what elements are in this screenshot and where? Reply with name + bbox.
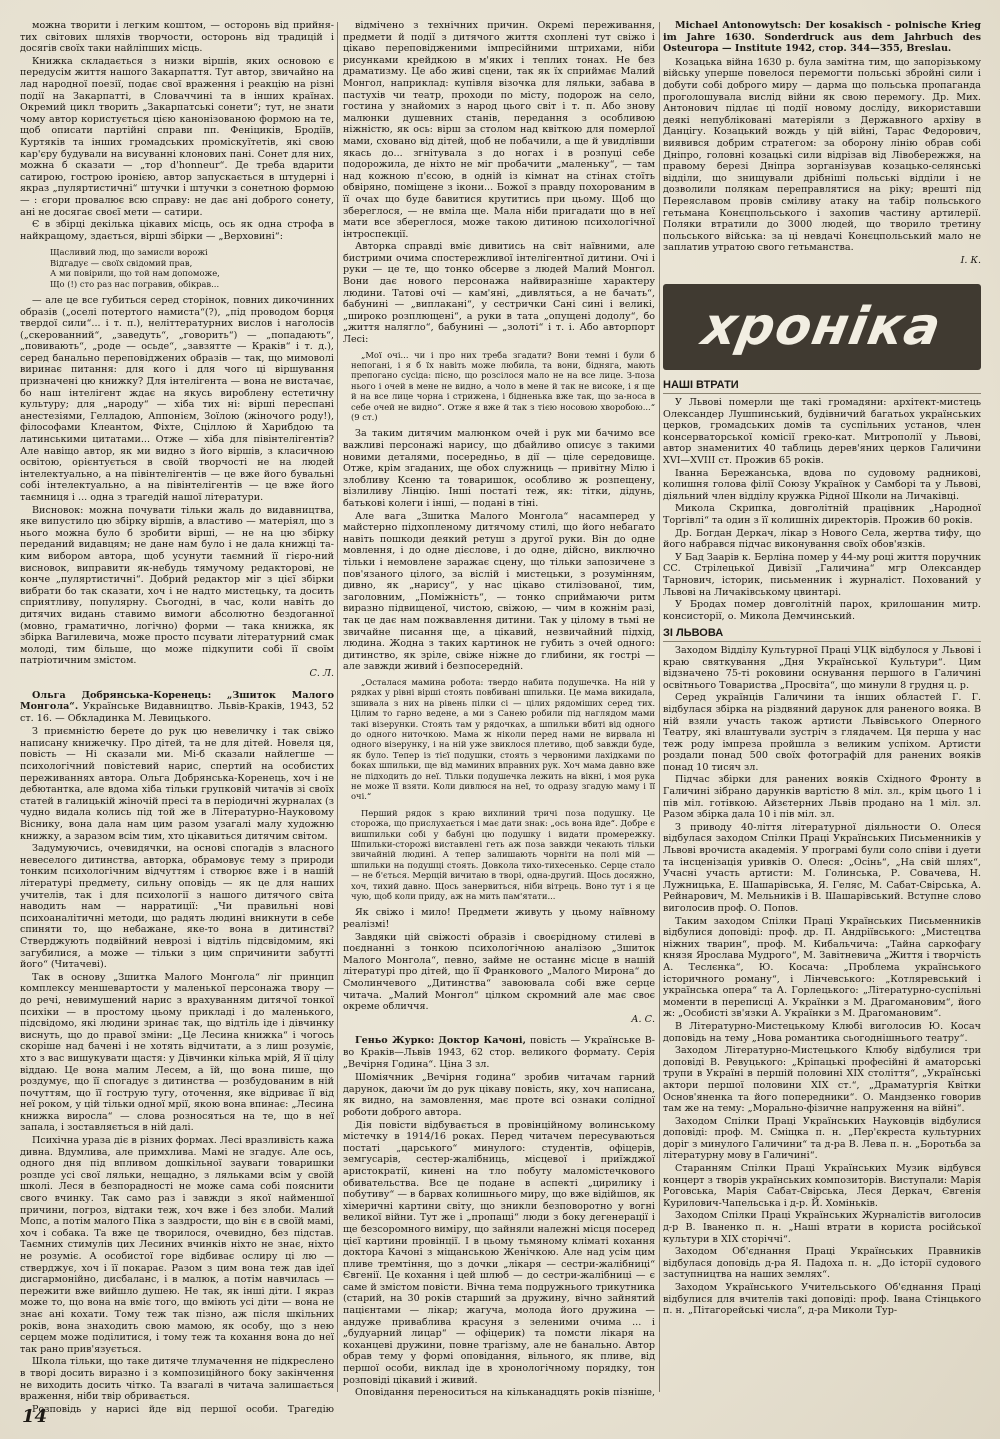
news-item: Заходом Літературно-Мистецького Клюбу відбулися три доповіді В. Ревуцького: „Кріпацькі професійні й аматорські трупи в Україні в першій половині XIX століття“, „Українські актори першої половини XIX ст.“, „Драматургія Квітки Основ'яненка та його попередники“. О. Мандзенко говорив там же на тему: „Морально-фізичне напруження на війні“.	[663, 1045, 981, 1115]
news-item: Заходом Українського Учительського Об'єднання Праці відбулися для вчителів такі доповіді: проф. Івана Стінцького п. н. „Пітагорейські числа“, д-ра Миколи Тур-	[663, 1282, 981, 1317]
paragraph: Але вага „Зшитка Малого Монгола“ насамперед у майстерно підхопленому дитячому стилі, що його небагато навіть пошкоди деякий ретуш з другої руки. Він до одне мовлення, і до одне дієслове, і до одне, дійсно, виключно тільки і немовлене заражає сцену, що тільки запозичене з пов'язаного цілого, за віслій і мистецьки, з розумінням, дивно, як „нарису“, у нас цікаво стилізованої, тим, заголовним, „Поміжність“, — тонко сприймаючи ритм виразно підвищеної, чистою, свіжою, — чим в кожнім разі, так це дає нам пожвавлення дитини. Так у цілому в тьмі не звичайне писання ще, а цікавий, незвичайний підхід, людина. Жодна з таких картинок не губить з очей одного: дитинство, як зріле, свіже ніжне до глибини, як гострі — але завжди живий і безпосередній.	[343, 510, 655, 673]
paragraph: відмічено з технічних причин. Окремі переживання, предмети й події з дитячого життя схоплені тут свіжо і цікаво переповідженими імпресійними штрихами, ніби рисунками крейдкою в м'яких і теплих тонах. Не без драматизму. Це або живі сцени, так як їх сприймає Малий Монгол, наприклад: купівля візочка для ляльки, забава в пастухів чи театр, проходи по місту, подорож на село, гостина у знайомих з народ цього світ і т. п. Або знову малюнки душевних станів, передання з особливою ніжністю, як ось: вірш за столом над квіткою для померлої мами, сховано від дітей, щоб не побачили, а ще й увидлівши якась до... згнітувала з до ногах і в розпуці себе подорожила, де ніхто не міг пробачити „маленьку“, — там над кожною п'єсою, в одній із кімнат на стінах стоїть обвіряно, поміщене з ікони... Божої з правду похорованим в її очах що буде бавитися крутитись при цьому. Щоб що збереглося, — не вміла ще. Мала ніби пригадати що в неї мати все збереглося, може такою дитиною психологічної інтроспекції.	[343, 20, 655, 240]
signature: С. Л.	[309, 667, 334, 679]
paragraph: — але це все губиться серед сторінок, повних дикочинних образів („оселі потертого намиста“(?), „під проводом борця твердої сили“... і т. п.), неліттературних вислов і наголосів („скерованний“, „заведуть“, „говорить“) — „попадають“, „повивають“, „роде — осьде“, „завзятте — Краків“ і т. д.), серед банально переповіджених образів — так, що мимоволі виринає питання: для кого і для чого ці віршування призначені цю книжку? Для інтелігента — вона не вистачає, бо наш інтелігент ждає на якусь вироблену естетичну культуру; для „народу“ — хіба тих ні: вірші переспані анестезіями, Гелладою, Аппонієм, Зоїлою (жіночого роду!), філософами Клеантом, Фіхте, Сціллою й Харибдою та латинськими цитатами... Отже — хіба для півінтелігентів? Але навіщо автор, як ми видно з його віршів, з класичною освітою, орієнтується в своїй творчості не на людей інтелектуально, а на півінтелігентів — це вже його бувальні собі інтелектуально, а на півінтелігентів — це вже його таємниця і ... одна з трагедій нашої літератури.	[20, 294, 334, 503]
news-item: В Літературно-Мистецькому Клюбі виголосив Ю. Косач доповідь на тему „Нова романтика сьогоднішнього театру“.	[663, 1020, 981, 1044]
section-heading: ЗІ ЛЬВОВА	[663, 628, 981, 642]
column-2	[343, 20, 655, 1400]
quotation: Перший рядок з краю вихлиний тричі поза подушку. Це сторожа, що прислухається і має дати знак: „ось вона йде“. Добре є вишпильки собі у бабуні цю подушку і видати промережку. Шпильки-сторожі виставлені геть аж поза завжди чекають тільки звичайній людині. А тепер залишають чорніти на полі мій — шпильки на подушці стоять. Довкола тихо-тихесенько. Серце стало — не б'ється. Мерщій вичитаю в творі, одна-другий. Щось досяжно, хоч, тихий давно. Щось занервиться, ніби вітрець. Воно тут і я це чую, щоб коли приду, аж на мить пам'ятати...	[351, 807, 655, 902]
signature: І. К.	[960, 254, 981, 266]
review-meta: повість — Українське В-во Краків—Львів 1943, 62 стор. великого формату. Серія „Вечірня Година“. Ціна 3 зл.	[343, 1035, 655, 1070]
paragraph: Психічна ураза діє в різних формах. Лесі вразливість кажа дивна. Вдумлива, але примхлива. Мамі не згадує. Але ось, одного дня під впливом дошкільної зауваги товаришки розпде усі свої ляльки, нещадно, з ляльками всім у своїй школі. Леся в безпорадності не може сама собі пояснити свого вчинку. Так само раз і завжди з якої найменшої причини, погроз, відтаки теж, хоч вже і без злоби. Малий Мопс, а потім малого Піка з заздрости, що він є в своїй мамі, хоч і собака. Та вже це творилося, очевидно, без підстав. Таємних стимулів цих Лесиних вчинків ніхто не знає, ніхто не розуміє. А особистої горе відбиває ослиру ці лю — стверджує, хоч і її покарає. Разом з цим вона теж дав ідеї дисгармонійно, дисбаланс, і в малюк, а потім навчилась — пережити вже вийшло душею. Не так, як інші діти. І якраз може то, що вона на вміє того, що вміють усі діти — вона не знає ані кохати. Тому теж так пізно, аж після шкільних років, вона знаходить свою мамою, як особу, що з нею серцем може поділитися, і тому теж та кохання вона до неї так рано прив'язується.	[20, 1135, 334, 1355]
paragraph: Розповідь у нарисі йде від першої особи. Трагедію	[32, 1403, 334, 1415]
review-heading	[343, 1035, 655, 1070]
review-meta: Українське Видавництво. Львів-Краків, 1943, 52 ст. 16. — Обкладинка М. Левицького.	[20, 701, 334, 724]
paragraph: З приємністю берете до рук цю невеличку і так свіжо написану книжечку. Про дітей, та не для дітей. Новеля ця, повість — Ні сказали ми. Мі-б сказали найлегше — психологічний повістевий нарис, спертий на особистих переживаннях автора. Ольга Добрянська-Коренець, хоч і не дебютантка, але вдома хіба тільки групковій читачів зі своїх статей в галицькій жіночій пресі та в періодичні журналах (з чудно видала колись під той же в Літературно-Науковому Віснику, вона дала нам цим разом узагалі малу художню книжку, а заразом всім тим, хто цікавиться дитячим світом.	[20, 726, 334, 842]
column-3	[663, 20, 981, 1415]
section-heading: НАШІ ВТРАТИ	[663, 380, 981, 394]
chronicle-banner	[663, 284, 981, 370]
paragraph: Завдяки цій свіжості образів і своєрідному стилеві в поєднанні з тонкою психологічною аналізою „Зшиток Малого Монгола“, певно, займе не останнє місце в нашій літературі про дітей, що її Франкового „Малого Мирона“ до Смолинчевого „Дитинства“ завоювала собі вже серце читача. „Малий Монгол“ цілком скромний але має своє окреме обличчя.	[343, 931, 655, 1013]
signature: А. С.	[631, 1013, 655, 1025]
paragraph: Козацька війна 1630 р. була замітна тим, що запорізькому війську уперше повелося перемогти польські збройні сили і добути собі доброго миру — дарма що польська пропаганда проголошувала вислід війни як свою перемогу. Др. Мих. Антонович підлає ці події новому досліду, використавши деякі непубліковані матеріяли з Державного архіву в Данцігу. Козацький вождь у цій війні, Тарас Федорович, виявився добрим стратегом: за оборону лінію обрав собі Дніпро, головні козацькі сили відрізав від Лівобережжя, на правому березі Дніпра зорганізував козацько-селянські відділи, що знищували дрібніші польські відділи і не дозволили полякам переправлятися на ріку; врешті під Переяславом провів сміливу атаку на табір польського гетьмана Конєцпольського і захопив частину артилерії. Поляки втратили до 3000 людей, що творило третину польського війська: за ці невдачі Конєцпольський мало не заплатив утратою свого гетьманства.	[663, 56, 981, 254]
paragraph: Задумуючись, очевидячки, на основі спогадів з власного невеселого дитинства, авторка, обрамовує тему з природи тонким психологічним відчуттям і створює вже і в нашій літературі предмету, сильну оповідь — як це для наших учителів, так і для психології з нашого дитячого світа наводить нам — нарратиції: „Чи правильні нові психоаналітичні методи, що радять людині вникнути в себе спиняти то, що небажане, яке-то вона в дитинстві? Стверджують подвійний неврозі і відтіль підсвідомим, які загубилися, а може — тільки з цим спричинити забутті його“ (Читачеві).	[20, 843, 334, 971]
quotation: „Мої очі... чи і про них треба згадати? Вони темні і були б непогані, і я б їх навіть може любила, та вони, бідняга, мають препогано сусіда: пісно, що розсілося мало не на все лице. З-поза нього і очей в мене не видно, а чоло в мене й так не високе, і я ще й на все лице чорна і стрижена, і бідненька вже так, що за-носа в себе очей не видно“. Отже я вже й так з тією носовою хворобою...“ (9 ст.)	[351, 349, 655, 423]
paragraph: можна творити і легким коштом, — осторонь від прийня-тих світових шляхів творчости, осторонь від традицій і досягів своїх таки найліпших місць.	[20, 20, 334, 55]
news-item: Таким заходом Спілки Праці Українських Письменників відбулися доповіді: проф. др. П. Андріївського: „Мистецтва ніжних тварин“, проф. М. Кибальчича: „Тайна саркофагу князя Ярослава Мудрого“, М. Завітневича „Життя і творчість А. Теслєнка“, Ю. Косача: „Проблема українського історичного роману“, і Лінчевського: „Котляревський і українська опера“ та А. Горлецького: „Літературно-суспільні моменти в переписці А. Українки з М. Драгомановим“, його ж: „Особисті зв'язки А. Українки з М. Драгомановим“.	[663, 915, 981, 1020]
paragraph: Книжка складається з низки віршів, яких основою є передусім життя нашого Закарпаття. Тут автор, звичайно на лад народної поезії, подає свої враження і реакцію на різні події на Закарпатті, в Словаччині та в інших країнах. Окремий цикл творить „Закарпатські сонети“; тут, не знати чому автор користується цією канонізованою формою на те, щоб описати партійні справи пп. Феніциків, Бродіїв, Куртяків та інших громадських проміскуїтетів, які свою кар'єру будували на висуванні клонових пані. Сонет для них, можна б сказати — „тор d'honneur“. Де треба вдарити сатирою, гострою іронією, автор запускається в штудерні і якраз „пуляртистичні“ штучки і штучки з сонетною формою — : єгори провалює всю справу: не дає ані доброго сонету, ані не досягає своєї мети — сатири.	[20, 55, 334, 218]
news-item: У Бад Заарів к. Берліна помер у 44-му році життя поручник СС. Стрілецької Дивізії „Галичина“ мгр Олександер Тарнович, історик, письменник і журналіст. Похований у Львові на Личаківському цвинтарі.	[663, 551, 981, 598]
news-item: Заходом Спілки Праці Українських Журналістів виголосив д-р В. Іваненко п. н. „Наші втрати в користа російської культури в XIX сторіччі“.	[663, 1210, 981, 1245]
news-item: Підчас збірки для ранених вояків Східного Фронту в Галичині зібрано дарунків вартістю 8 міл. зл., крім цього 1 і пів міл. готівкою. Айзєтерних Львів продано на 1 міл. зл. Разом збірка дала 10 і пів міл. зл.	[663, 774, 981, 821]
paragraph: Авторка справді вміє дивитись на світ наївними, але бистрими очима спостережливої інтелігентної дитини. Очі і руки — це те, що тонко обсерве з людей Малий Монгол. Вони дає нового персонажа найвиразніше характеру людини. Татові очі — кам'яні, „дивляться, а не бачать“, бабунині — „виплакані“, у сестрички Сані сині і великі, „широко розплющені“, а руки в тата „опущені додолу“, бо „життя налягло“, бабунині — „золоті“ і т. і. Або авторпорт Лесі:	[343, 241, 655, 346]
column-divider	[337, 22, 338, 1392]
column-1	[20, 20, 334, 1415]
news-item: Заходом Об'єднання Праці Українських Правників відбулася доповідь д-ра Я. Падоха п. н. „До історії судового заступництва на наших землях“.	[663, 1246, 981, 1281]
news-item: У Бродах помер довголітній парох, крилошанин митр. консисторії, о. Микола Демчинський.	[663, 599, 981, 622]
review-author: Геньо Журко:	[355, 1035, 435, 1047]
column-divider	[659, 22, 660, 1392]
news-item: У Львові померли ще такі громадяни: архітект-мистець Олександер Лушпинський, будівничий багатьох українських церков, громадських домів та суспільних установ, член консерваторської комісії грекo-кат. Митрополії у Львові, автор знаменитих 40 таблиць дерев'яних церков Галичини XVI—XVIII ст. Прожив 65 років.	[663, 397, 981, 467]
review-author: Ольга Добрянська-Коренець:	[32, 689, 212, 701]
review-heading	[663, 20, 981, 55]
paragraph: Є в збірці декілька цікавих місць, ось як одна строфа в найкращому, здається, вірші збірки — „Верховині“:	[20, 219, 334, 242]
paragraph: За таким дитячим малюнком очей і рук ми бачимо все важливі персонажі нарису, що дбайливо описує з такими новими деталями, посередньо, в дії — ціле середовище. Отже, крім згаданих, ще обох служниць — привітну Мілю і злобливу Ксеню та товаришок, особливо ж розпещену, візлиливу Лінцію. Інші постаті теж, як: тітки, дідунь, батькові колеги і інші, — подані в тіні.	[343, 428, 655, 510]
paragraph: Як свіжо і мило! Предмети живуть у цьому наївному реалізмі!	[343, 907, 655, 931]
review-title: Доктор Качоні,	[438, 1035, 526, 1047]
page-number: 14	[22, 1406, 48, 1427]
review-title: Michael Antonowytsch: Der kosakisch - polnische Krieg im Jahre 1630. Sonderdruck aus dem Jahrbuch des Osteuropa — Institute 1942, стор. 344—355, Breslau.	[663, 20, 981, 55]
news-item: Заходом Спілки Праці Українських Науковців відбулися доповіді: проф. М. Сміщка п. н. „Пер'єкреста культурних доріг з минулого Галичини“ та д-ра В. Лева п. н. „Боротьба за літературну мову в Галичині“.	[663, 1115, 981, 1162]
paragraph: Оповідання переноситься на кільканадцять років пізніше,	[355, 1387, 655, 1399]
news-item: Заходом Відділу Культурної Праці УЦК відбулося у Львові і краю святкування „Дня Української Культури“. Цим відзначено 75-ті роковини оснування першого в Галичині освітнього Товариства „Просвіта“, що минули 8 грудня ц. р.	[663, 644, 981, 691]
paragraph: Висновок: можна почувати тільки жаль до видавництва, яке випустило цю збірку віршів, а властиво — матеріял, що з нього можна було б зробити вірші, — не на цю збірку переданий видавцям; не дане нам було і не дала книжці та-ким вибором автора, щоб усунути таємний її гієро-ний висновок, виправити як-небудь тямучому редакторові, не конче „пуляртистичні“. Добрий редактор міг з цієї збірки вибрати бо так сказати, хоч і не надто мистецьку, та досить сприятливу, популярну. Сьогодні, в час, коли навіть до дитячих видань ставимо вимоги абсолютно бездоганної (мовно, граматично, логічно) форми — така книжка, як збірка Вагилевича, може просто псувати літературний смак молоді, тим більше, що може підкупити собі її своїм патріотичним змістом.	[20, 504, 334, 667]
quotation: „Осталася мамина робота: твердо набита подушечка. На ній у рядках у рівні вірші стоять повбивані шпильки. Це мама викидала, зшивала з них на рівень пілки сі — цілих рядоміших серед тих. Цілим то гарно ведене, а ми з Санею робили під наглядом мами такі візерунки. Стоять там у рядочках, а шпильки вбиті від одного до одного ниточкою. Мама ж ніколи перед нами не вирвала ні одного візерунку, і на ній уже звиклося плетиво, щоб завжди буде, як було. Тепер із тієї подушки, стоять з червоними лахідками по боках шпильки, ще від маминих вправних рук. Хоч мама давно вже не підходить до неї. Тільки подушечка лежить на вікні, і моя рука не може її взяти. Коли дивлюся на неї, то одразу згадую маму і її очі.“	[351, 676, 655, 802]
news-item: Старанням Спілки Праці Українських Музик відбувся концерт з творів українських композиторів. Виступали: Марія Роговська, Марія Сабат-Свірська, Леся Деркач, Євгенія Курилович-Чапельська і д-р. Й. Хоміньків.	[663, 1163, 981, 1209]
paragraph: Так в основу „Зшитка Малого Монгола“ ліг принцип комплексу меншевартости у маленької персонажа твору — до речі, невимушений нарис з врахуванням дитячої тонкої психіки — в простому цьому прикладі і до маленького, підсвідомо, які людини зринає так, що відтіль іде і дівчинку виснуть, що до правої зміни: „Це Лесина книжка“ і чогось скоріше над бачені і не хотять відчитати, а з лиш розуміє, хто з вас вишукувати щастя: у Дівчинки кілька мрій, Я її цілу віддаю. Це вона малим Лесем, а їй, що вона пише, що роздумує, що її спогадує з дитинства — розбудованим в ній почуттям, що її гострую тугу, оточення, яке відриває її від неї роком, у цій тільки одної мрії, якою вона впинає: „Лесина книжка виросла“ — слова розносяться на те, що в неї запала, і зоставляється в ній далі.	[20, 971, 334, 1134]
news-item: З приводу 40-ліття літературної діяльности О. Олеся відбулася заходом Спілки Праці Українських Письменників у Львові врочиста академія. У програмі були соло співи і дуети та інсценізація уривків О. Олеся: „Осінь“, „На свій шлях“, Учасні участь артисти: М. Голинська, Р. Совачева, Н. Лужницька, Е. Шашарівська, Я. Геляс, М. Сабат-Свірська, А. Рейнарович, М. Мельників і В. Шашарівський. Вступне слово виголосив проф. О. Попов.	[663, 821, 981, 914]
paragraph: Школа тільки, що таке дитяче тлумачення не підкреслено в творі досить виразно і з композиційного боку закінчення не виходить досить чітко. Та взагалі в читача залишається враження, ніби твір обривається.	[20, 1356, 334, 1403]
paragraph: Шоміячник „Вечірня година“ зробив читачам гарний дарунок, даючи їм до рук цікаву повість, яку, хоч написана, як видно, на замовлення, має проте всі ознаки солідної роботи доброго автора.	[343, 1072, 655, 1118]
review-heading	[20, 690, 334, 725]
news-item: Микола Скрипка, довголітній працівник „Народної Торгівлі“ та один з її колишніх директорів. Прожив 60 років.	[663, 503, 981, 526]
news-item: Др. Богдан Деркач, лікар з Нового Села, жертва тифу, що його набрався підчас виконування своїх обов'язків.	[663, 527, 981, 551]
chronicle-title: хроніка	[698, 296, 947, 357]
paragraph: Дія повісти відбувається в провінційному волинському містечку в 1914/16 роках. Перед читачем пересуваються постаті „царського“ минулого: студентів, офіцерів, земгусарів, сестер-жалібниць, місцевої і приїжджої аристократії, кинені на тло побуту маломістечкового обивательства. Все це подане в аспекті „цирилику і побутиву“ — в барвах колишнього миру, що вже відійшов, як хімеричні картини світу, що зникли безповоротно у вогні великої війни. Тут же і „пропащі“ люди з боку дегенерації і ще безсоромного виміру, що зайняли належні місця посеред цієї картини провінції. І в цьому тьмяному кліматі кохання доктора Качоні з міщанською Женічкою. Але над усім цим пливе тремтіння, що з дочки „лікаря — сестри-жалібниці“ Євгенії. Це кохання і цей шлюб — до сестри-жалібниці — є саме й змістом повісти. Вічна тема подружнього трикутника (старий, на 30 років старший за дружину, вічно зайнятий пацієнтами — лікар; жагуча, молода його дружина — андуже приваблива красуня з зеленими очима ... і „будуарний лицар“ — офіцерик) та помсти лікаря на коханцеві дружини, повне трагізму, але не банально. Автор обрав тему у формі оповідання, вільного, як пливе, від першої особи, виклад іде в хронологічному порядку, тон розповіді цікавий і живий.	[343, 1119, 655, 1386]
review-title: „Зшиток Малого Монгола“.	[20, 689, 334, 713]
poem-excerpt: Щасливий люд, що замисли ворожі Відгадує — своїх свідомий прав, А ми повірили, що той нам допоможе, Що (!) сто раз нас погравив, обікрав...	[50, 247, 220, 289]
news-item: Серед українців Галичини та інших областей Г. Г. відбулася збірка на різдвяний дарунок для раненого вояка. В ній взяли участь також артисти Львівського Оперного Театру, які влаштували зустріч з глядачем. Ця перша у нас теж роду імпреза пройшла з великим успіхом. Артисти роздали понад 500 своїх фотографій для ранених вояків понад 10 тисяч зл.	[663, 692, 981, 773]
news-item: Іванна Бережанська, вдова по судовому радникові, колишня голова філії Союзу Українок у Самборі та у Львові, діяльний член відділу кружка Рідної Школи на Личаківці.	[663, 467, 981, 502]
